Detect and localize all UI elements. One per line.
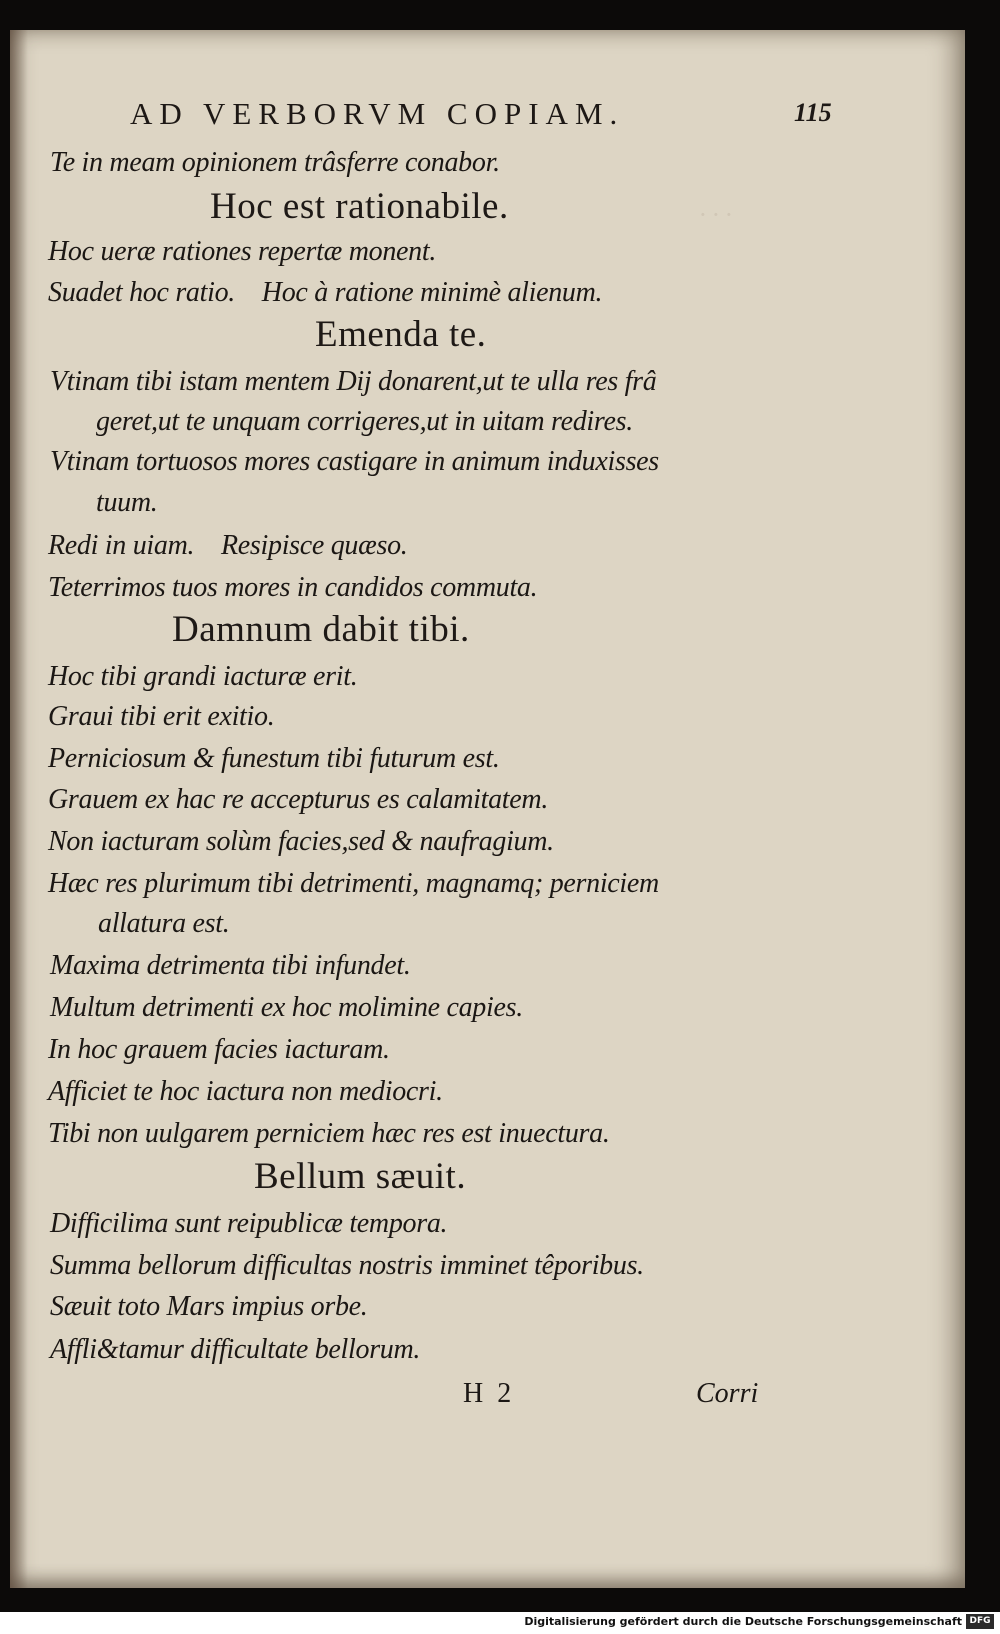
page-number: 115 xyxy=(794,98,832,127)
text-line: Te in meam opinionem trâsferre conabor. xyxy=(50,147,500,178)
text-line: Afficiet te hoc iactura non mediocri. xyxy=(48,1076,443,1107)
show-through-text: · · · xyxy=(700,200,733,229)
text-line: Suadet hoc ratio. Hoc à ratione minimè alienum. xyxy=(48,277,603,308)
text-line: Perniciosum & funestum tibi futurum est. xyxy=(48,743,500,774)
section-heading: Damnum dabit tibi. xyxy=(172,609,470,650)
text-line: In hoc grauem facies iacturam. xyxy=(48,1034,390,1065)
signature-mark: H 2 xyxy=(463,1378,512,1409)
text-line: Vtinam tibi istam mentem Dij donarent,ut te ulla res frâ xyxy=(50,366,657,397)
text-line: Sæuit toto Mars impius orbe. xyxy=(50,1291,368,1322)
text-line: Difficilima sunt reipublicæ tempora. xyxy=(50,1208,448,1239)
dfg-logo: DFG xyxy=(966,1614,994,1629)
running-head: AD VERBORVM COPIAM. xyxy=(130,96,625,131)
section-heading: Bellum sæuit. xyxy=(254,1156,467,1197)
text-line: Graui tibi erit exitio. xyxy=(48,701,275,732)
text-line: Redi in uiam. Resipisce quæso. xyxy=(48,530,408,561)
text-line: tuum. xyxy=(96,487,158,518)
text-line: Summa bellorum difficultas nostris imminet têporibus. xyxy=(50,1250,644,1281)
text-line: Hæc res plurimum tibi detrimenti, magnamq; perniciem xyxy=(48,868,659,899)
text-line: Affli&tamur difficultate bellorum. xyxy=(50,1334,421,1365)
text-line: Teterrimos tuos mores in candidos commuta. xyxy=(48,572,538,603)
text-line: Tibi non uulgarem perniciem hæc res est inuectura. xyxy=(48,1118,610,1149)
catchword: Corri xyxy=(696,1378,759,1409)
text-line: Hoc ueræ rationes repertæ monent. xyxy=(48,236,437,267)
text-line: Vtinam tortuosos mores castigare in animum induxisses xyxy=(50,446,659,477)
section-heading: Hoc est rationabile. xyxy=(210,186,509,227)
text-line: Multum detrimenti ex hoc molimine capies. xyxy=(50,992,523,1023)
text-line: Non iacturam solùm facies,sed & naufragium. xyxy=(48,826,554,857)
funding-credit: Digitalisierung gefördert durch die Deutsche Forschungsgemeinschaft xyxy=(524,1615,962,1628)
text-line: Maxima detrimenta tibi infundet. xyxy=(50,950,411,981)
text-line: geret,ut te unquam corrigeres,ut in uitam redires. xyxy=(96,406,633,437)
text-line: allatura est. xyxy=(98,908,230,939)
text-line: Hoc tibi grandi iacturæ erit. xyxy=(48,661,358,692)
text-line: Grauem ex hac re accepturus es calamitatem. xyxy=(48,784,549,815)
section-heading: Emenda te. xyxy=(315,314,487,355)
